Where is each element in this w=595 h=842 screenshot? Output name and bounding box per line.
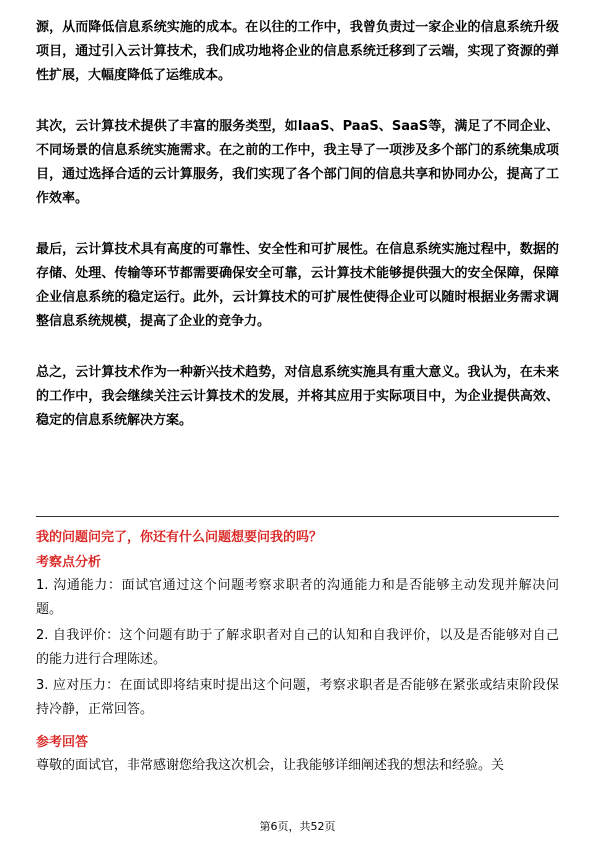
answer-text: 尊敬的面试官，非常感谢您给我这次机会，让我能够详细阐述我的想法和经验。关 bbox=[36, 758, 505, 773]
list-item: 1. 沟通能力：面试官通过这个问题考察求职者的沟通能力和是否能够主动发现并解决问题。 bbox=[36, 578, 559, 617]
paragraph-service-types: 其次，云计算技术提供了丰富的服务类型，如IaaS、PaaS、SaaS等，满足了不同企业、不同场景的信息系统实施需求。在之前的工作中，我主导了一项涉及多个部门的系统集成项目，通过选择合适的云计算服务，我们实现了各个部门间的信息共享和协同办公，提高了工作效率。 bbox=[36, 119, 559, 206]
body-text bbox=[36, 16, 559, 433]
question-heading: 我的问题问完了，你还有什么问题想要问我的吗？ bbox=[36, 530, 323, 545]
analysis-heading: 考察点分析 bbox=[36, 555, 102, 570]
section-divider bbox=[36, 516, 559, 517]
page-number: 第6页，共52页 bbox=[259, 820, 336, 833]
paragraph-cost-reduction: 源，从而降低信息系统实施的成本。在以往的工作中，我曾负责过一家企业的信息系统升级项目，通过引入云计算技术，我们成功地将企业的信息系统迁移到了云端，实现了资源的弹性扩展，大幅度降低了运维成本。 bbox=[36, 20, 559, 83]
paragraph-conclusion: 总之，云计算技术作为一种新兴技术趋势，对信息系统实施具有重大意义。我认为，在未来的工作中，我会继续关注云计算技术的发展，并将其应用于实际项目中，为企业提供高效、稳定的信息系统解决方案。 bbox=[36, 365, 559, 428]
answer-heading: 参考回答 bbox=[36, 735, 89, 750]
paragraph-reliability: 最后，云计算技术具有高度的可靠性、安全性和可扩展性。在信息系统实施过程中，数据的存储、处理、传输等环节都需要确保安全可靠，云计算技术能够提供强大的安全保障，保障企业信息系统的稳定运行。此外，云计算技术的可扩展性使得企业可以随时根据业务需求调整信息系统规模，提高了企业的竞争力。 bbox=[36, 242, 559, 329]
list-item: 2. 自我评价：这个问题有助于了解求职者对自己的认知和自我评价，以及是否能够对自己的能力进行合理陈述。 bbox=[36, 628, 559, 667]
analysis-list bbox=[36, 574, 559, 722]
list-item: 3. 应对压力：在面试即将结束时提出这个问题，考察求职者是否能够在紧张或结束阶段保持冷静，正常回答。 bbox=[36, 678, 559, 717]
question-section bbox=[36, 526, 559, 778]
